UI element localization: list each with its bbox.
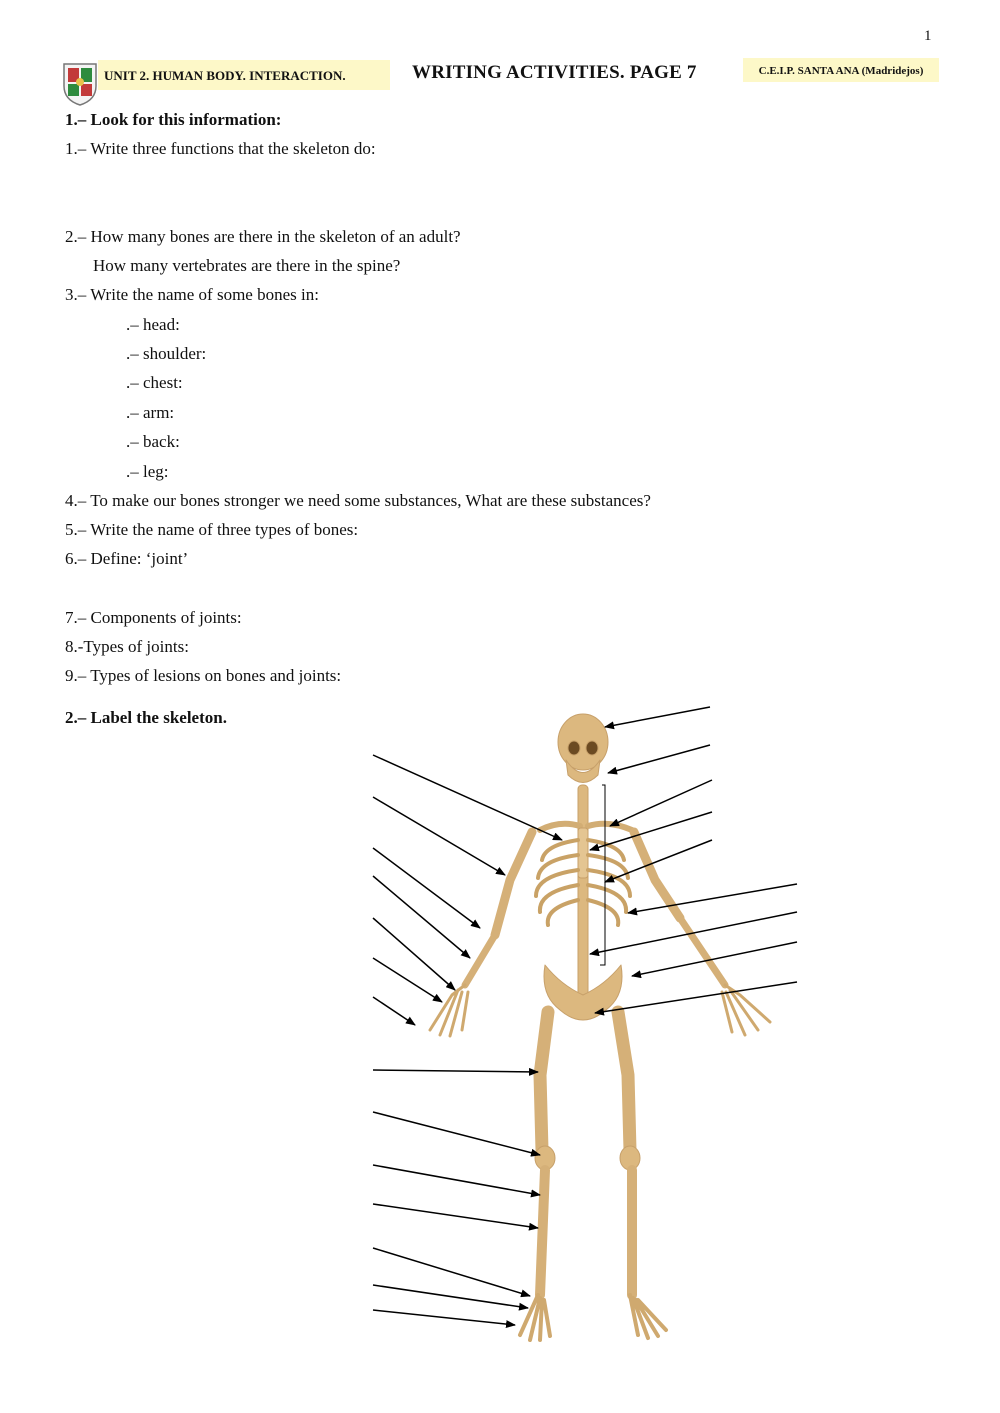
school-label: C.E.I.P. SANTA ANA (Madridejos) bbox=[743, 58, 939, 82]
page-number: 1 bbox=[924, 28, 932, 44]
question-2a: 2.– How many bones are there in the skeleton of an adult? bbox=[65, 227, 461, 246]
list-item: .– leg: bbox=[126, 462, 169, 481]
list-item: .– back: bbox=[126, 432, 180, 451]
section1-heading: 1.– Look for this information: bbox=[65, 110, 282, 129]
question-7: 7.– Components of joints: bbox=[65, 608, 242, 627]
school-crest-icon bbox=[60, 58, 100, 106]
question-9: 9.– Types of lesions on bones and joints: bbox=[65, 666, 342, 685]
list-item: .– shoulder: bbox=[126, 344, 207, 363]
section2-heading: 2.– Label the skeleton. bbox=[65, 708, 227, 727]
question-3: 3.– Write the name of some bones in: bbox=[65, 285, 319, 304]
unit-label: UNIT 2. HUMAN BODY. INTERACTION. bbox=[98, 60, 390, 90]
question-8: 8.-Types of joints: bbox=[65, 637, 189, 656]
question-2b: How many vertebrates are there in the spine? bbox=[93, 256, 401, 275]
question-5: 5.– Write the name of three types of bones: bbox=[65, 520, 359, 539]
list-item: .– chest: bbox=[126, 373, 183, 392]
skeleton-diagram-icon bbox=[370, 698, 800, 1350]
question-1: 1.– Write three functions that the skeleton do: bbox=[65, 139, 376, 158]
list-item: .– arm: bbox=[126, 403, 175, 422]
page-title: WRITING ACTIVITIES. PAGE 7 bbox=[412, 62, 697, 83]
list-item: .– head: bbox=[126, 315, 180, 334]
question-4: 4.– To make our bones stronger we need some substances, What are these substances? bbox=[65, 491, 651, 510]
question-6: 6.– Define: ‘joint’ bbox=[65, 549, 189, 568]
